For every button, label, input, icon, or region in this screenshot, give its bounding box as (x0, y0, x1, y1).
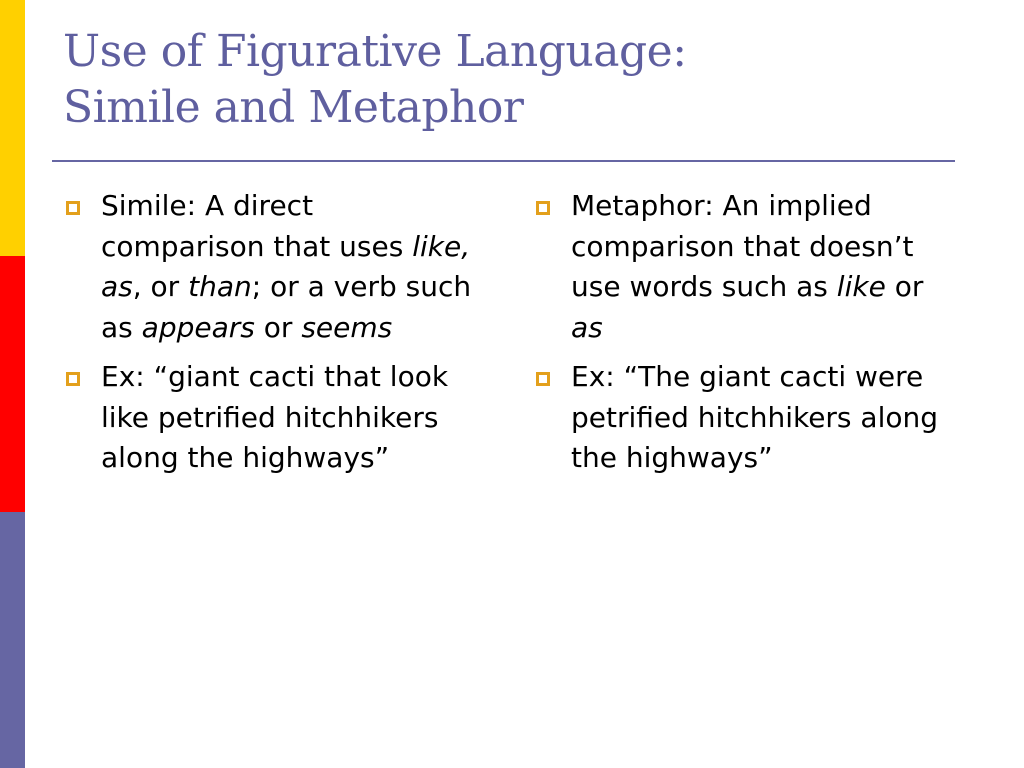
metaphor-example-text: Ex: “The giant cacti were petrified hitchhikers along the highways” (571, 360, 939, 474)
metaphor-bullet-text: Metaphor: An implied comparison that doesn’t use words such as like or as (571, 189, 924, 344)
title-divider (52, 160, 955, 162)
accent-side-bar (0, 0, 25, 768)
simile-example-text: Ex: “giant cacti that look like petrified hitchhikers along the highways” (101, 360, 449, 474)
hollow-square-bullet-icon (66, 201, 80, 215)
accent-bar-yellow (0, 0, 25, 256)
accent-bar-red (0, 256, 25, 512)
left-column (62, 186, 472, 488)
metaphor-example-bullet (532, 357, 952, 479)
accent-bar-blue (0, 512, 25, 768)
hollow-square-bullet-icon (66, 372, 80, 386)
slide-title (63, 24, 963, 136)
slide-title-line2: Simile and Metaphor (63, 82, 524, 133)
slide-title-line1: Use of Figurative Language: (63, 26, 687, 77)
hollow-square-bullet-icon (536, 372, 550, 386)
right-column (532, 186, 952, 488)
simile-bullet (62, 186, 472, 348)
hollow-square-bullet-icon (536, 201, 550, 215)
simile-bullet-text: Simile: A direct comparison that uses like, as, or than; or a verb such as appears or seems (101, 189, 472, 344)
metaphor-bullet (532, 186, 952, 348)
simile-example-bullet (62, 357, 472, 479)
